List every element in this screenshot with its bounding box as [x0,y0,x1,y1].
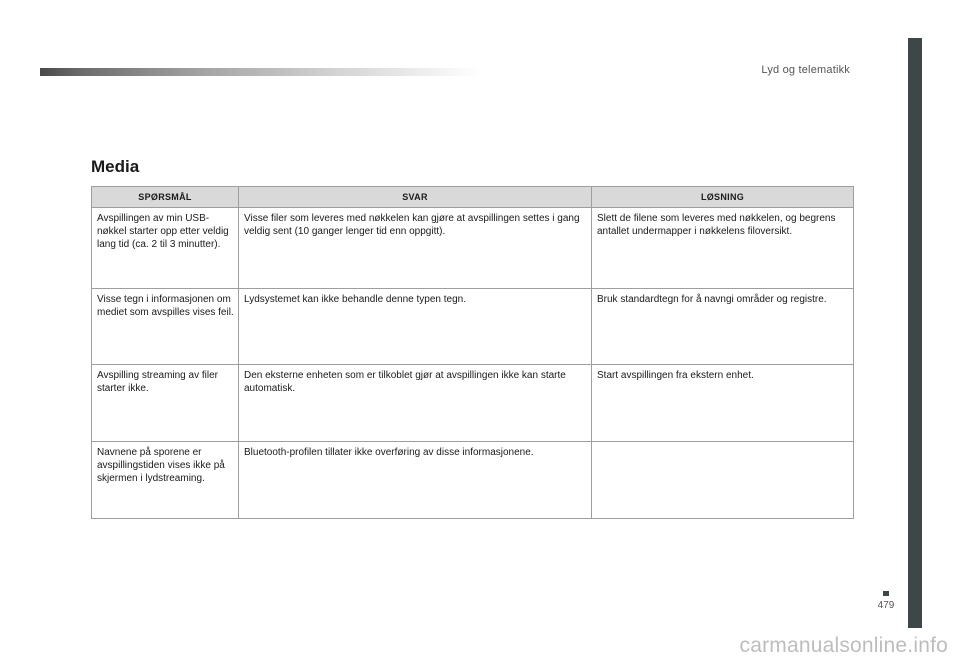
solution-cell: Start avspillingen fra ekstern enhet. [592,365,854,442]
solution-cell: Slett de filene som leveres med nøkkelen, og begrens antallet undermapper i nøkkelens filoversikt. [592,208,854,289]
page-number: 479 [877,600,895,611]
header-gradient-bar [40,68,480,76]
faq-table [91,186,854,519]
question-cell: Avspilling streaming av filer starter ikke. [92,365,239,442]
answer-cell: Visse filer som leveres med nøkkelen kan gjøre at avspillingen settes i gang veldig sent (10 ganger lenger tid enn oppgitt). [239,208,592,289]
table-row [92,442,854,519]
question-cell: Visse tegn i informasjonen om mediet som avspilles vises feil. [92,289,239,365]
answer-cell: Bluetooth-profilen tillater ikke overføring av disse informasjonene. [239,442,592,519]
solution-cell: Bruk standardtegn for å navngi områder og registre. [592,289,854,365]
question-cell: Navnene på sporene er avspillingstiden vises ikke på skjermen i lydstreaming. [92,442,239,519]
solution-cell [592,442,854,519]
table-row [92,365,854,442]
answer-cell: Den eksterne enheten som er tilkoblet gjør at avspillingen ikke kan starte automatisk. [239,365,592,442]
table-header-row [92,187,854,208]
page-edge-band [908,38,922,628]
question-cell: Avspillingen av min USB-nøkkel starter opp etter veldig lang tid (ca. 2 til 3 minutter). [92,208,239,289]
column-header-solution: LØSNING [592,187,854,208]
table-row [92,208,854,289]
column-header-question: SPØRSMÅL [92,187,239,208]
table-row [92,289,854,365]
watermark-link[interactable]: carmanualsonline.info [739,634,948,657]
answer-cell: Lydsystemet kan ikke behandle denne typen tegn. [239,289,592,365]
page-marker [883,591,889,596]
chapter-label: Lyd og telematikk [761,64,850,76]
section-title: Media [91,157,140,176]
column-header-answer: SVAR [239,187,592,208]
